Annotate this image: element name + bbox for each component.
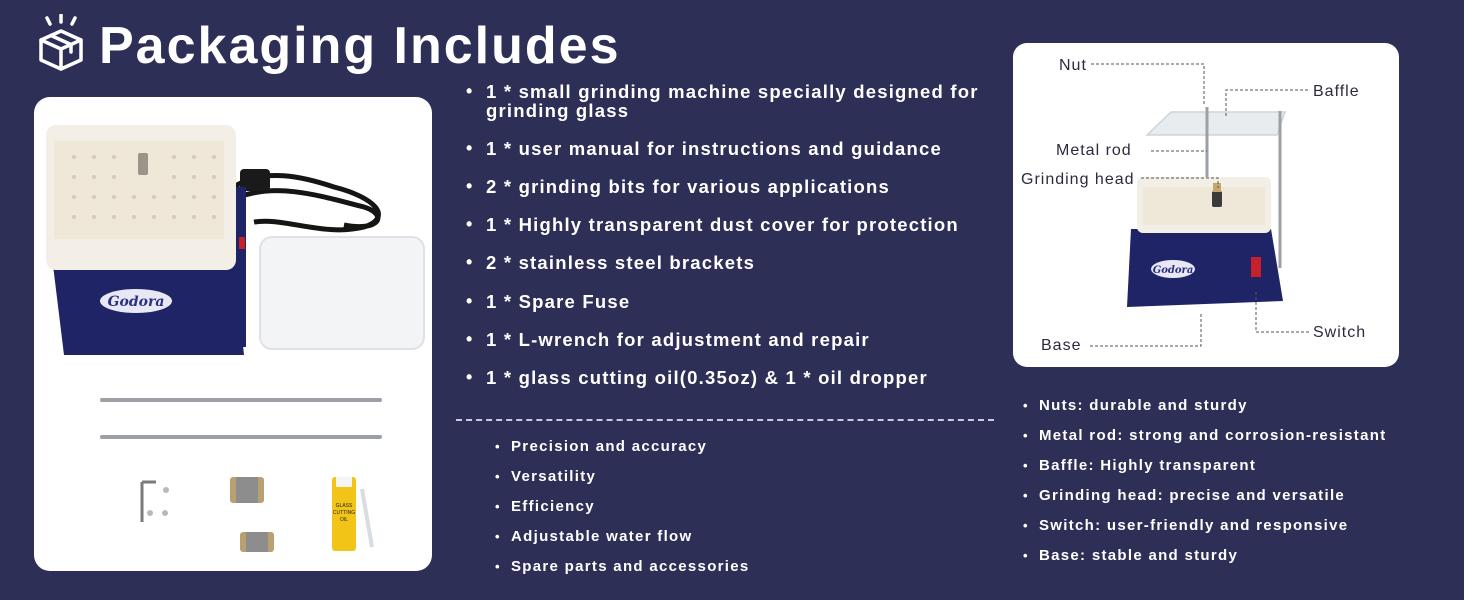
package-contents-list — [462, 82, 1002, 387]
oil-bottle-label-line-1: GLASS — [335, 503, 353, 509]
oil-bottle-label-line-2: CUTTING — [332, 510, 356, 516]
list-item-text: Efficiency — [511, 498, 595, 515]
list-item — [1021, 451, 1387, 481]
diagram-label-baffle: Baffle — [1313, 83, 1360, 100]
diagram-label-metal-rod: Metal rod — [1056, 142, 1132, 159]
page-title: Packaging Includes — [99, 17, 621, 75]
product-logo: Godora — [107, 294, 165, 310]
list-item — [462, 139, 1002, 158]
list-item-text: Grinding head: precise and versatile — [1039, 487, 1346, 504]
features-list — [493, 432, 750, 582]
list-item-text: Versatility — [511, 468, 597, 485]
list-item — [1021, 421, 1387, 451]
list-item-text: 1 * glass cutting oil(0.35oz) & 1 * oil dropper — [486, 367, 928, 388]
list-item — [493, 492, 750, 522]
list-item — [462, 82, 1002, 120]
list-item — [462, 215, 1002, 234]
list-item-text: 2 * stainless steel brackets — [486, 252, 756, 273]
list-item-text: Precision and accuracy — [511, 438, 708, 455]
list-item-text: 1 * Highly transparent dust cover for protection — [486, 214, 959, 235]
list-item — [462, 368, 1002, 387]
list-item — [493, 432, 750, 462]
list-item-text: Adjustable water flow — [511, 528, 693, 545]
list-item-text: Metal rod: strong and corrosion-resistant — [1039, 427, 1387, 444]
list-item — [462, 330, 1002, 349]
list-item — [1021, 541, 1387, 571]
list-item — [493, 462, 750, 492]
list-item — [462, 177, 1002, 196]
list-item-text: Nuts: durable and sturdy — [1039, 397, 1248, 414]
product-photo — [34, 97, 432, 571]
list-item — [493, 552, 750, 582]
parts-diagram — [1013, 43, 1399, 367]
list-item — [462, 292, 1002, 311]
list-item-text: 1 * small grinding machine specially designed for grinding glass — [486, 81, 979, 121]
list-item-text: 1 * Spare Fuse — [486, 291, 631, 312]
diagram-label-nut: Nut — [1059, 57, 1087, 74]
list-item — [1021, 511, 1387, 541]
list-item-text: 1 * L-wrench for adjustment and repair — [486, 329, 870, 350]
list-item-text: Baffle: Highly transparent — [1039, 457, 1257, 474]
list-item — [493, 522, 750, 552]
package-box-icon — [34, 14, 88, 72]
diagram-label-base: Base — [1041, 337, 1082, 354]
section-divider — [456, 419, 994, 421]
list-item — [1021, 391, 1387, 421]
list-item-text: Spare parts and accessories — [511, 558, 750, 575]
list-item-text: Switch: user-friendly and responsive — [1039, 517, 1349, 534]
diagram-label-grinding-head: Grinding head — [1021, 171, 1135, 188]
part-notes-list — [1021, 391, 1387, 571]
list-item — [1021, 481, 1387, 511]
list-item — [462, 253, 1002, 272]
diagram-logo: Godora — [1152, 265, 1194, 276]
list-item-text: Base: stable and sturdy — [1039, 547, 1239, 564]
oil-bottle-label-line-3: OIL — [339, 517, 349, 523]
diagram-label-switch: Switch — [1313, 324, 1367, 341]
list-item-text: 1 * user manual for instructions and guidance — [486, 138, 942, 159]
list-item-text: 2 * grinding bits for various applications — [486, 176, 891, 197]
